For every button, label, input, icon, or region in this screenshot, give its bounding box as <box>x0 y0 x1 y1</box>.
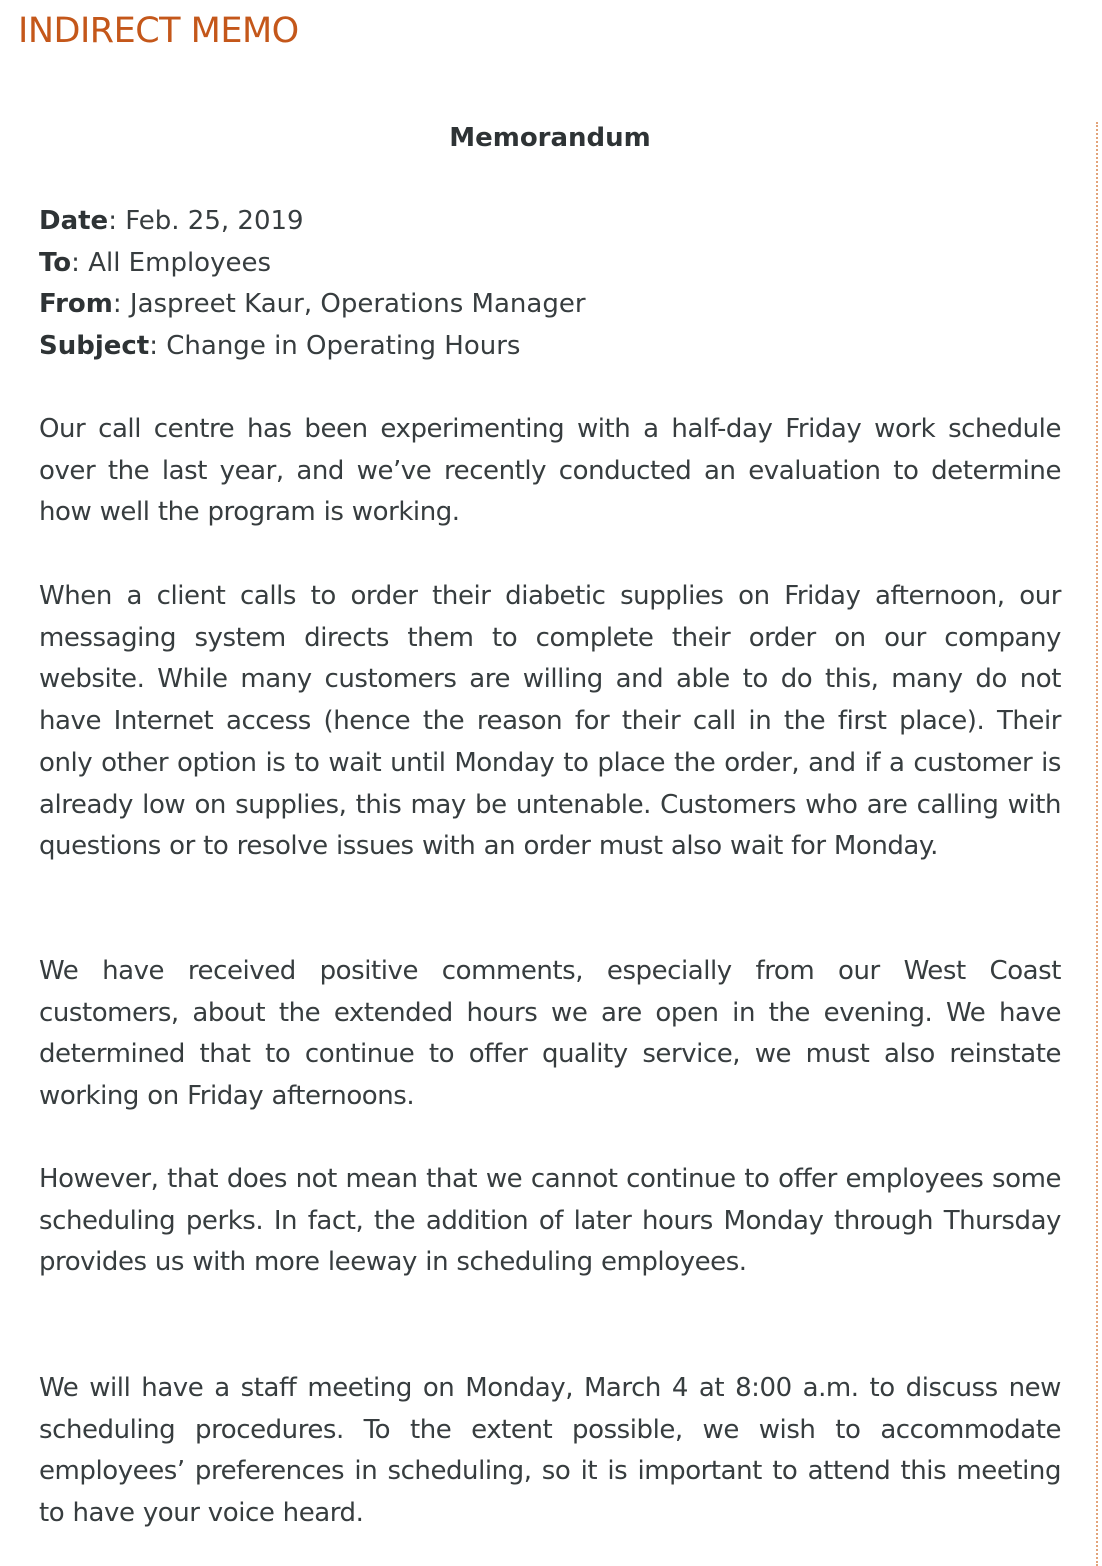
memo-from-value: Jaspreet Kaur, Operations Manager <box>129 289 586 320</box>
memo-to-label: To <box>39 247 72 278</box>
memo-paragraph-decision: We have received positive comments, especially from our West Coast customers, about the extended hours we are open in the evening. We have determined that to continue to offer quality service, we must also reinstate working on Friday afternoons. <box>39 956 1061 1112</box>
memo-from-label: From <box>39 289 113 320</box>
dotted-side-rule <box>1096 122 1098 1566</box>
page-heading: INDIRECT MEMO <box>18 11 299 51</box>
memo-date-label: Date <box>39 206 109 236</box>
memo-title: Memorandum <box>449 123 651 153</box>
memo-date-value: Feb. 25, 2019 <box>125 206 304 236</box>
memo-paragraph-perks: However, that does not mean that we cannot continue to offer employees some scheduling perks. In fact, the addition of later hours Monday through Thursday provides us with more leeway in scheduling employees. <box>39 1164 1061 1278</box>
memo-paragraph-meeting: We will have a staff meeting on Monday, March 4 at 8:00 a.m. to discuss new scheduling procedures. To the extent possible, we wish to accommodate employees’ preferences in scheduling, so it is important to attend this meeting to have your voice heard. <box>39 1373 1061 1529</box>
memo-subject-value: Change in Operating Hours <box>166 330 521 361</box>
memo-subject-label: Subject <box>39 330 150 361</box>
memo-paragraph-problem: When a client calls to order their diabetic supplies on Friday afternoon, our messaging system directs them to complete their order on our company website. While many customers are willing and able to do this, many do not have Internet access (hence the reason for their call in the first place). Their only other option is to wait until Monday to place the order, and if a customer is already low on supplies, this may be untenable. Customers who are calling with questions or to resolve issues with an order must also wait for Monday. <box>39 581 1061 862</box>
memo-date-line: Date: Feb. 25, 2019 <box>39 206 304 236</box>
memo-paragraph-intro: Our call centre has been experimenting with a half-day Friday work schedule over the last year, and we’ve recently conducted an evaluation to determine how well the program is working. <box>39 414 1061 528</box>
memo-subject-line: Subject: Change in Operating Hours <box>39 330 521 361</box>
memo-to-line: To: All Employees <box>39 247 271 278</box>
memo-header-block <box>39 201 1061 367</box>
memo-from-line: From: Jaspreet Kaur, Operations Manager <box>39 289 586 320</box>
memo-to-value: All Employees <box>88 247 271 278</box>
